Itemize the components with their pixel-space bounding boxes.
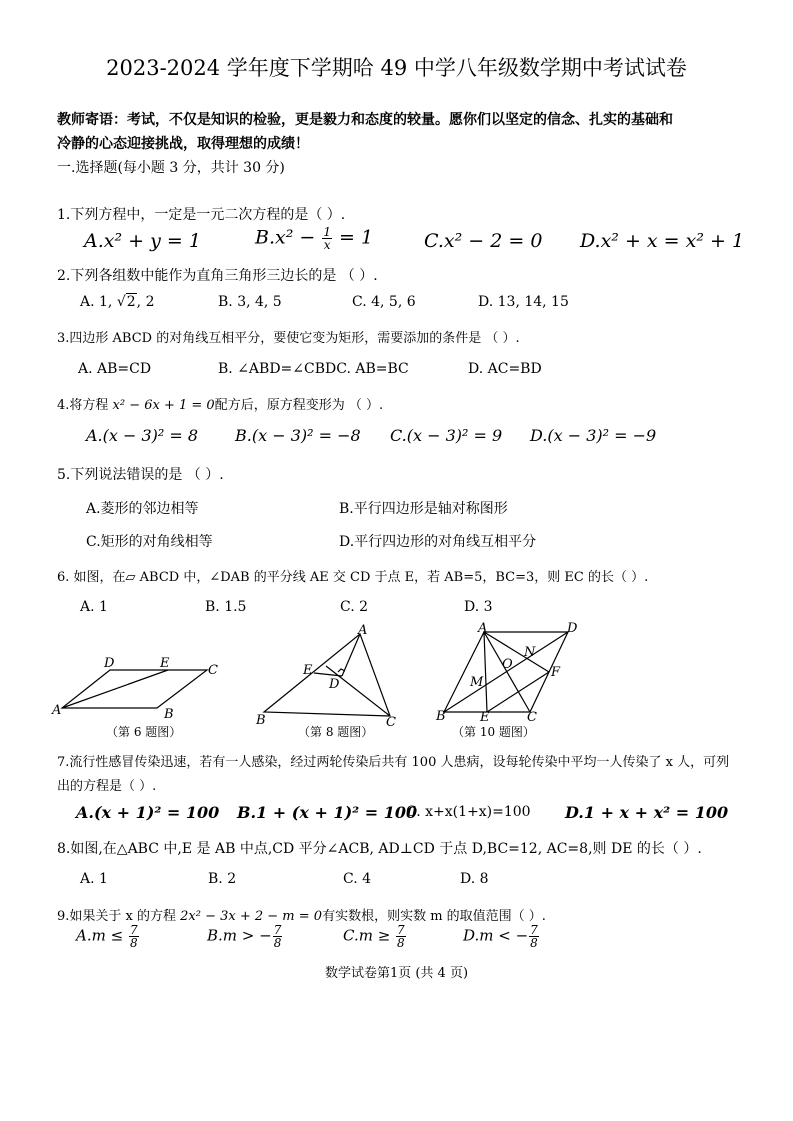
q9-a-num: 7 bbox=[129, 923, 138, 937]
fig8-caption: （第 8 题图） bbox=[298, 725, 374, 739]
q8-option-a: A. 1 bbox=[80, 871, 108, 887]
q3-stem: 3.四边形 ABCD 的对角线互相平分，要使它变为矩形，需要添加的条件是 （ ）. bbox=[57, 331, 520, 346]
q6-option-d: D. 3 bbox=[464, 599, 493, 615]
q1-option-d: D.x² + x = x² + 1 bbox=[580, 230, 745, 252]
fig8-label-d: D bbox=[329, 677, 340, 692]
figure-6 bbox=[50, 650, 230, 722]
fig10-label-o: O bbox=[502, 657, 513, 672]
q6-option-b: B. 1.5 bbox=[205, 599, 247, 615]
q6-option-a: A. 1 bbox=[80, 599, 108, 615]
q2-option-c: C. 4, 5, 6 bbox=[352, 294, 416, 310]
q7-option-b: B.1 + (x + 1)² = 100 bbox=[237, 803, 418, 822]
q2-a-root: 2 bbox=[126, 294, 136, 310]
fig10-label-m: M bbox=[470, 675, 484, 690]
fig8-label-b: B bbox=[256, 713, 266, 726]
fig6-label-d: D bbox=[104, 656, 115, 671]
q9-a-den: 8 bbox=[129, 936, 138, 950]
fig10-label-a: A bbox=[478, 621, 488, 636]
q4-stem bbox=[57, 394, 383, 413]
q9-stem bbox=[57, 905, 546, 924]
q2-a-post: , 2 bbox=[136, 294, 155, 310]
q1-b-post: = 1 bbox=[332, 226, 374, 249]
fig8-triangle bbox=[264, 634, 390, 716]
q2-a-pre: A. 1, bbox=[80, 294, 117, 310]
q4-stem-equation: x² − 6x + 1 = 0 bbox=[112, 398, 215, 413]
fig6-segment-ae bbox=[62, 670, 168, 708]
fig10-segment-af bbox=[484, 632, 549, 672]
q7-option-d: D.1 + x + x² = 100 bbox=[565, 803, 729, 822]
q9-a-fraction bbox=[129, 924, 139, 949]
q2-stem: 2.下列各组数中能作为直角三角形三边长的是 （ ）. bbox=[57, 268, 378, 284]
q9-b-num: 7 bbox=[273, 923, 282, 937]
section-heading: 一.选择题(每小题 3 分，共计 30 分) bbox=[57, 160, 285, 176]
fig8-label-a: A bbox=[358, 623, 368, 638]
q9-c-pre: C.m ≥ bbox=[343, 926, 396, 945]
q6-option-c: C. 2 bbox=[340, 599, 369, 615]
fig10-label-d: D bbox=[567, 621, 578, 636]
fig8-label-e: E bbox=[303, 663, 313, 678]
page-title: 2023-2024 学年度下学期哈 49 中学八年级数学期中考试试卷 bbox=[106, 56, 687, 80]
q1-option-b bbox=[255, 226, 373, 251]
q9-option-b bbox=[207, 924, 283, 949]
q9-d-num: 7 bbox=[530, 923, 538, 937]
q9-a-pre: A.m ≤ bbox=[76, 926, 128, 945]
fig6-label-b: B bbox=[164, 707, 174, 722]
q7-option-c: C. x+x(1+x)=100 bbox=[406, 804, 531, 820]
teacher-message-line1: 教师寄语：考试，不仅是知识的检验，更是毅力和态度的较量。愿你们以坚定的信念、扎实的基础和 bbox=[57, 112, 673, 128]
q8-option-d: D. 8 bbox=[460, 871, 489, 887]
q9-d-den: 8 bbox=[530, 936, 538, 950]
figure-10 bbox=[432, 620, 592, 724]
fig8-segment-ad bbox=[342, 634, 360, 676]
q1-b-fraction bbox=[322, 226, 332, 251]
q3-option-a: A. AB=CD bbox=[78, 361, 152, 377]
q1-option-c: C.x² − 2 = 0 bbox=[424, 230, 543, 252]
q4-option-d: D.(x − 3)² = −9 bbox=[530, 426, 657, 445]
teacher-message-line2: 冷静的心态迎接挑战，取得理想的成绩！ bbox=[57, 136, 309, 152]
q2-option-b: B. 3, 4, 5 bbox=[218, 294, 282, 310]
fig6-label-e: E bbox=[160, 656, 170, 671]
q8-option-c: C. 4 bbox=[343, 871, 372, 887]
q4-option-a: A.(x − 3)² = 8 bbox=[86, 426, 199, 445]
q4-option-c: C.(x − 3)² = 9 bbox=[390, 426, 503, 445]
q9-stem-post: 有实数根，则实数 m 的取值范围（ ）. bbox=[322, 909, 546, 924]
q1-b-pre: B.x² − bbox=[255, 226, 322, 249]
q9-stem-equation: 2x² − 3x + 2 − m = 0 bbox=[180, 909, 323, 924]
q7-option-a: A.(x + 1)² = 100 bbox=[76, 803, 220, 822]
fig10-label-e: E bbox=[480, 710, 490, 724]
q1-b-den: x bbox=[323, 238, 331, 252]
q9-b-pre: B.m > − bbox=[207, 926, 272, 945]
q9-b-den: 8 bbox=[273, 936, 282, 950]
q1-stem: 1.下列方程中，一定是一元二次方程的是（ ）. bbox=[57, 207, 346, 223]
q7-stem-line1: 7.流行性感冒传染迅速，若有一人感染，经过两轮传染后共有 100 人患病，设每轮传染中平均一人传染了 x 人，可列 bbox=[57, 755, 730, 770]
q9-d-fraction bbox=[529, 924, 539, 949]
q9-option-a bbox=[76, 924, 140, 949]
page-footer: 数学试卷第1页 (共 4 页) bbox=[324, 966, 469, 981]
q6-stem: 6. 如图，在▱ ABCD 中，∠DAB 的平分线 AE 交 CD 于点 E，若 AB=5，BC=3，则 EC 的长（ ）. bbox=[57, 570, 649, 585]
q9-c-fraction bbox=[396, 924, 406, 949]
q1-option-a: A.x² + y = 1 bbox=[84, 230, 201, 252]
q5-stem: 5.下列说法错误的是 （ ）. bbox=[57, 467, 224, 483]
fig10-label-c: C bbox=[527, 710, 537, 724]
q4-stem-pre: 4.将方程 bbox=[57, 398, 113, 413]
fig6-label-c: C bbox=[208, 663, 218, 678]
fig8-label-c: C bbox=[386, 715, 396, 726]
q8-option-b: B. 2 bbox=[208, 871, 237, 887]
q3-option-d: D. AC=BD bbox=[468, 361, 542, 377]
q5-option-d: D.平行四边形的对角线互相平分 bbox=[339, 534, 537, 550]
q9-stem-pre: 9.如果关于 x 的方程 bbox=[57, 909, 181, 924]
q2-option-a: A. 1, √2, 2 bbox=[80, 294, 155, 310]
q5-option-b: B.平行四边形是轴对称图形 bbox=[339, 501, 508, 517]
q9-option-c bbox=[343, 924, 407, 949]
fig10-caption: （第 10 题图） bbox=[452, 725, 535, 739]
q9-b-fraction bbox=[273, 924, 283, 949]
q2-option-d: D. 13, 14, 15 bbox=[478, 294, 569, 310]
fig10-label-f: F bbox=[551, 665, 561, 680]
q9-c-den: 8 bbox=[397, 936, 405, 950]
fig6-caption: （第 6 题图） bbox=[106, 725, 182, 739]
q8-stem: 8.如图,在△ABC 中,E 是 AB 中点,CD 平分∠ACB, AD⊥CD 于点 D,BC=12, AC=8,则 DE 的长（ ）. bbox=[57, 841, 702, 857]
figure-8 bbox=[250, 622, 410, 726]
q5-option-a: A.菱形的邻边相等 bbox=[86, 501, 199, 517]
fig10-label-n: N bbox=[524, 645, 536, 660]
q5-option-c: C.矩形的对角线相等 bbox=[86, 534, 213, 550]
q7-stem-line2: 出的方程是（ ）. bbox=[57, 779, 157, 794]
q9-c-num: 7 bbox=[397, 923, 405, 937]
q9-d-pre: D.m < − bbox=[463, 926, 529, 945]
fig10-segment-ae bbox=[484, 632, 487, 712]
q9-option-d bbox=[463, 924, 540, 949]
q3-option-b: B. ∠ABD=∠CBDC. AB=BC bbox=[218, 361, 409, 377]
fig10-label-b: B bbox=[436, 709, 446, 724]
q1-b-num: 1 bbox=[323, 225, 331, 239]
q4-option-b: B.(x − 3)² = −8 bbox=[235, 426, 361, 445]
fig6-parallelogram bbox=[62, 670, 207, 708]
fig6-label-a: A bbox=[52, 703, 62, 718]
q4-stem-post: 配方后，原方程变形为 （ ）. bbox=[214, 398, 384, 413]
